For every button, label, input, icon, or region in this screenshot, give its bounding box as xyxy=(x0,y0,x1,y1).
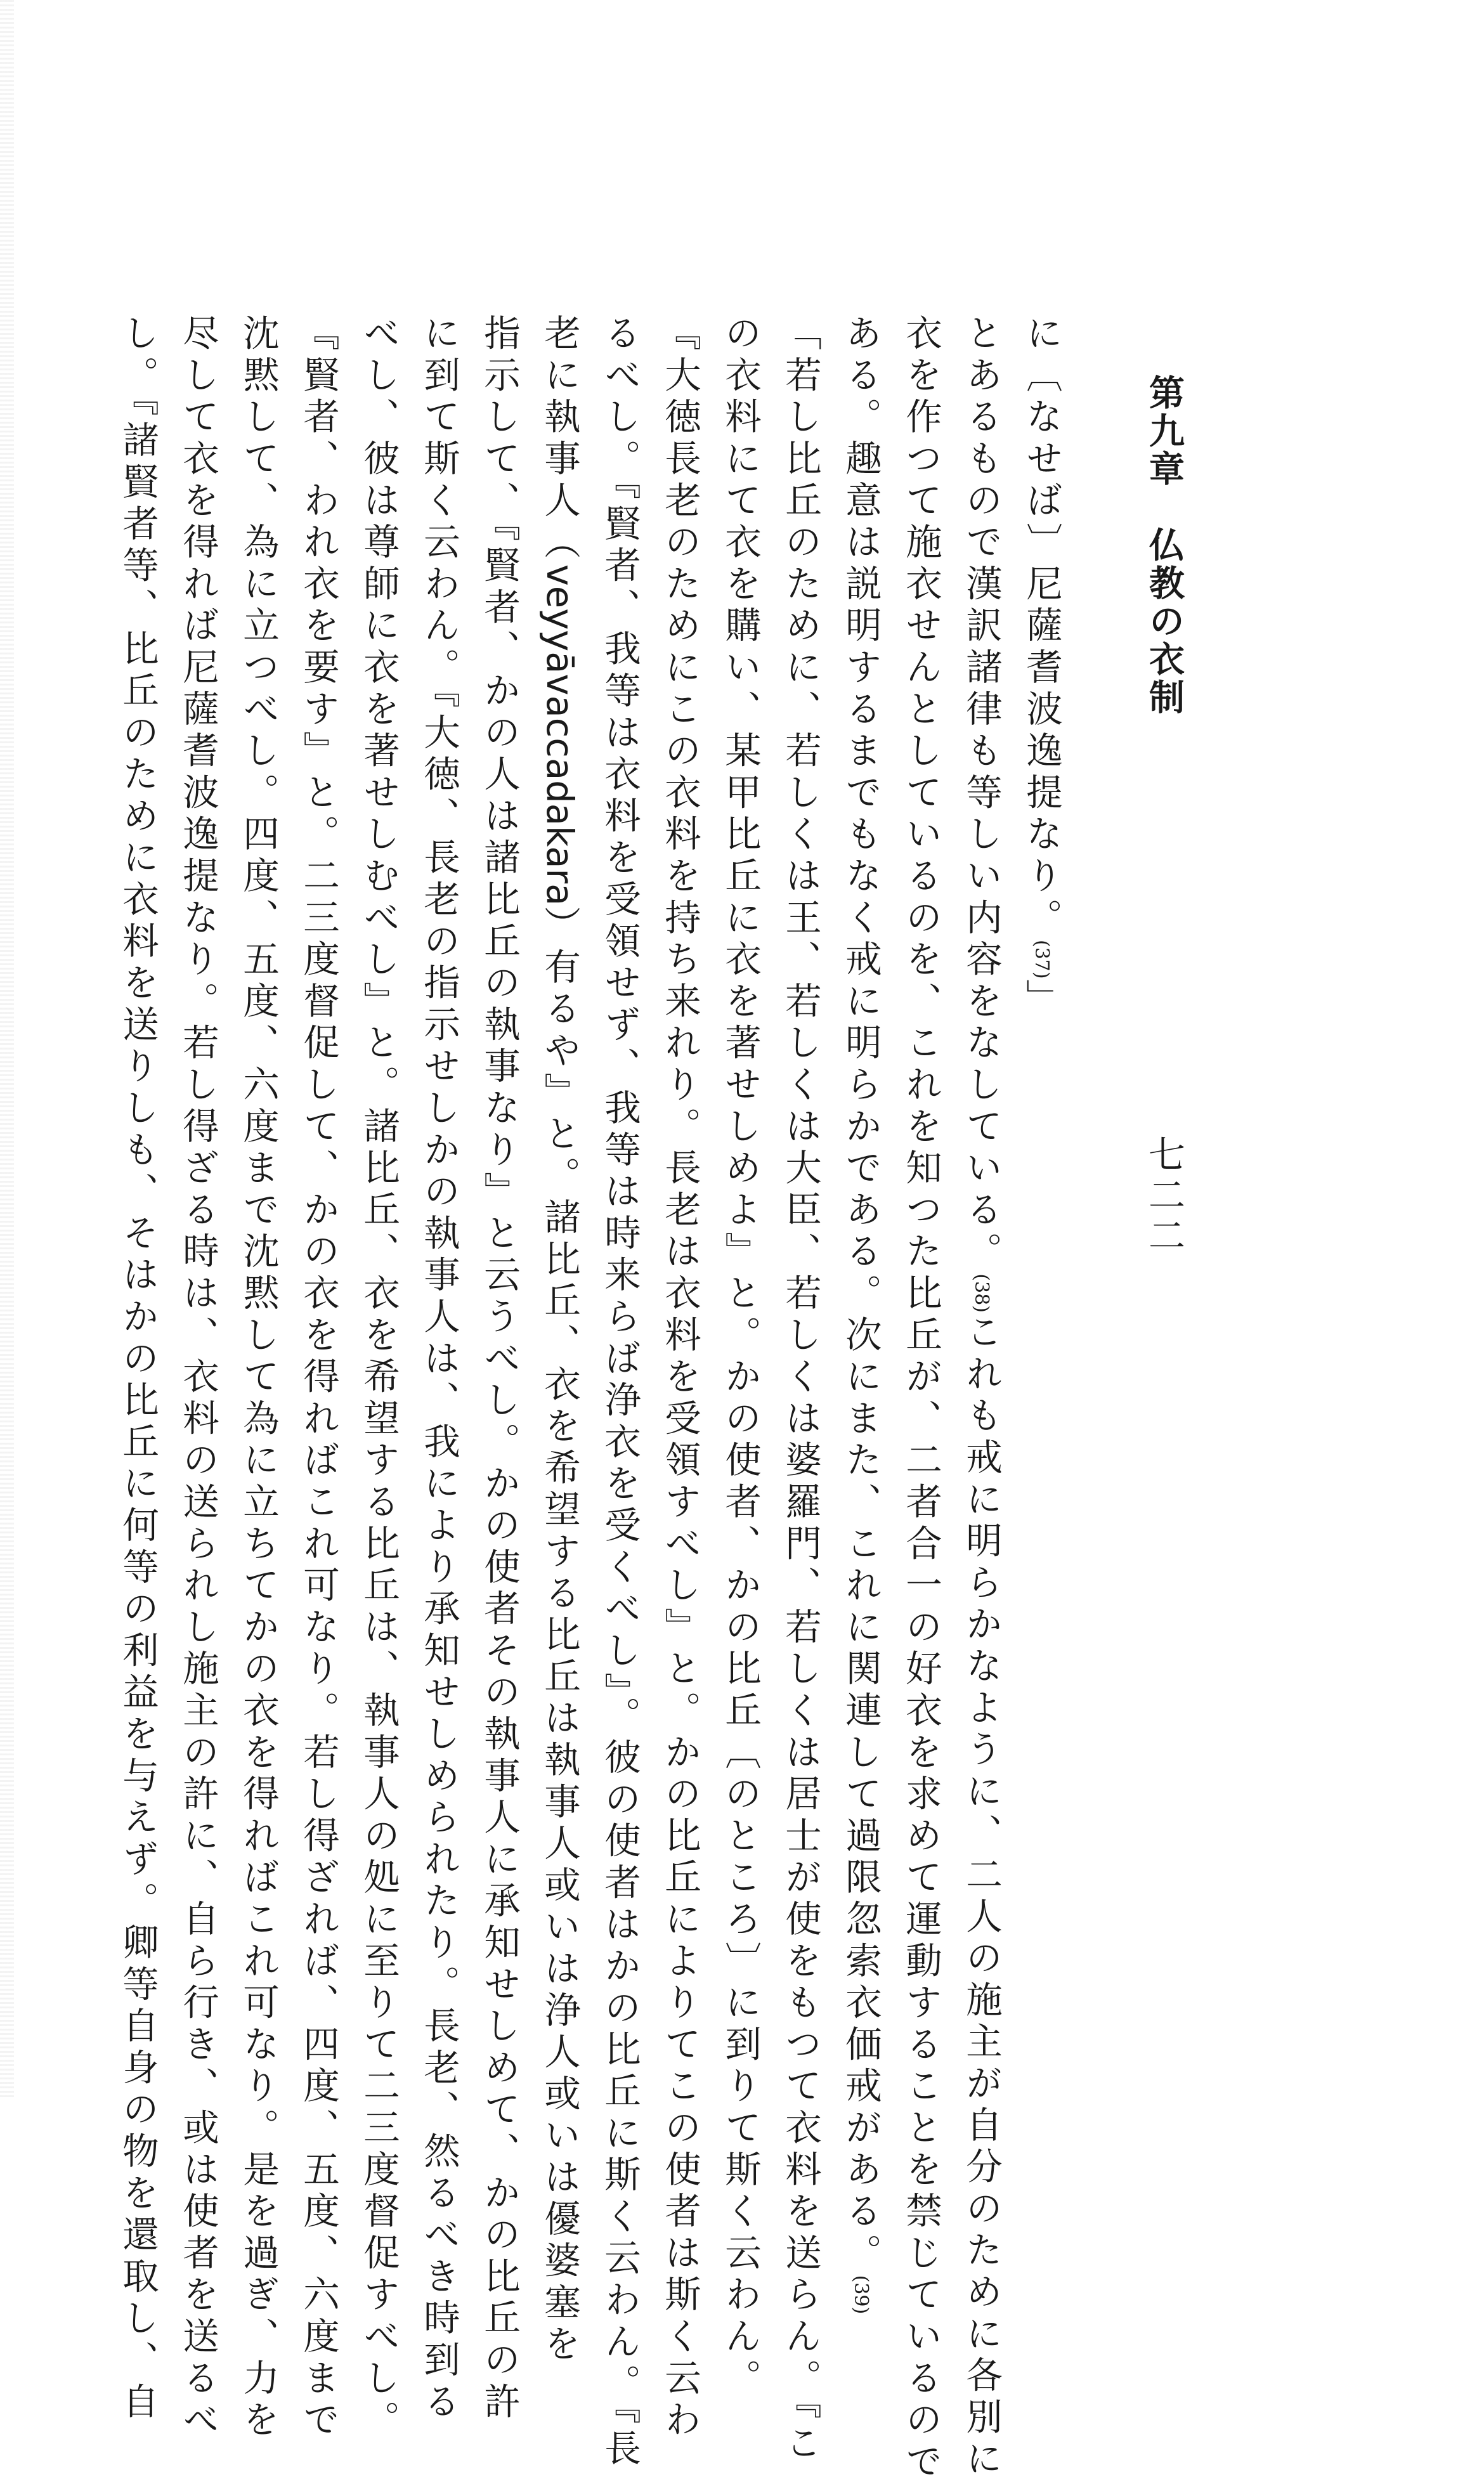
text-line-16: し。『諸賢者等、比丘のために衣料を送りしも、そはかの比丘に何等の利益を与えず。卿等自身の物を還取し、自 xyxy=(117,314,159,2424)
text-line-2: とあるもので漢訳諸律も等しい内容をなしている。(38)これも戒に明らかなように、二人の施主が自分のために各別に xyxy=(960,314,1003,2481)
text-line-7: 『大徳長老のためにこの衣料を持ち来れり。長老は衣料を受領すべし』と。かの比丘によりてこの使者は斯く云わ xyxy=(659,314,701,2442)
text-line-14: 沈黙して、為に立つべし。四度、五度、六度まで沈黙して為に立ちてかの衣を得ればこれ可なり。是を過ぎ、力を xyxy=(237,314,280,2442)
text-line-6: の衣料にて衣を購い、某甲比丘に衣を著せしめよ』と。かの使者、かの比丘〔のところ〕に到りて斯く云わん。 xyxy=(719,314,762,2400)
text-line-5: 「若し比丘のために、若しくは王、若しくは大臣、若しくは婆羅門、若しくは居士が使をもつて衣料を送らん。『こ xyxy=(779,314,822,2466)
text-line-1: に〔なせば〕尼薩耆波逸提なり。(37)」 xyxy=(1020,314,1063,1021)
page-number: 七二二 xyxy=(1142,1135,1185,1257)
text-line-12: べし、彼は尊師に衣を著せしむべし』と。諸比丘、衣を希望する比丘は、執事人の処に至りて二三度督促すべし。 xyxy=(358,314,400,2442)
text-line-4: ある。趣意は説明するまでもなく戒に明らかである。次にまた、これに関連して過限忽索衣価戒がある。(39) xyxy=(840,314,882,2315)
scan-edge xyxy=(0,0,14,2098)
text-line-9: 老に執事人（veyyāvaccadakara）有るや』と。諸比丘、衣を希望する比丘は執事人或いは浄人或いは優婆塞を xyxy=(538,314,581,2367)
body-text xyxy=(117,314,1072,2484)
text-line-15: 尽して衣を得れば尼薩耆波逸提なり。若し得ざる時は、衣料の送られし施主の許に、自ら行き、或は使者を送るべ xyxy=(177,314,219,2442)
text-line-3: 衣を作つて施衣せんとしているのを、これを知つた比丘が、二者合一の好衣を求めて運動することを禁じているので xyxy=(900,314,942,2484)
note-ref-39: (39) xyxy=(850,2275,872,2315)
text-line-13: 『賢者、われ衣を要す』と。二三度督促して、かの衣を得ればこれ可なり。若し得ざれば、四度、五度、六度まで xyxy=(297,314,340,2442)
pali-term: veyyāvaccadakara xyxy=(538,564,581,906)
note-ref-37: (37) xyxy=(1031,940,1053,979)
text-line-8: るべし。『賢者、我等は衣料を受領せず、我等は時来らば浄衣を受くべし』。彼の使者はかの比丘に斯く云わん。『長 xyxy=(599,314,641,2471)
text-line-10: 指示して、『賢者、かの人は諸比丘の執事なり』と云うべし。かの使者その執事人に承知せしめて、かの比丘の許 xyxy=(478,314,521,2424)
note-ref-38: (38) xyxy=(970,1273,993,1313)
text-line-11: に到て斯く云わん。『大徳、長老の指示せしかの執事人は、我により承知せしめられたり。長老、然るべき時到る xyxy=(418,314,460,2424)
chapter-title: 第九章 仏教の衣制 xyxy=(1143,374,1185,717)
